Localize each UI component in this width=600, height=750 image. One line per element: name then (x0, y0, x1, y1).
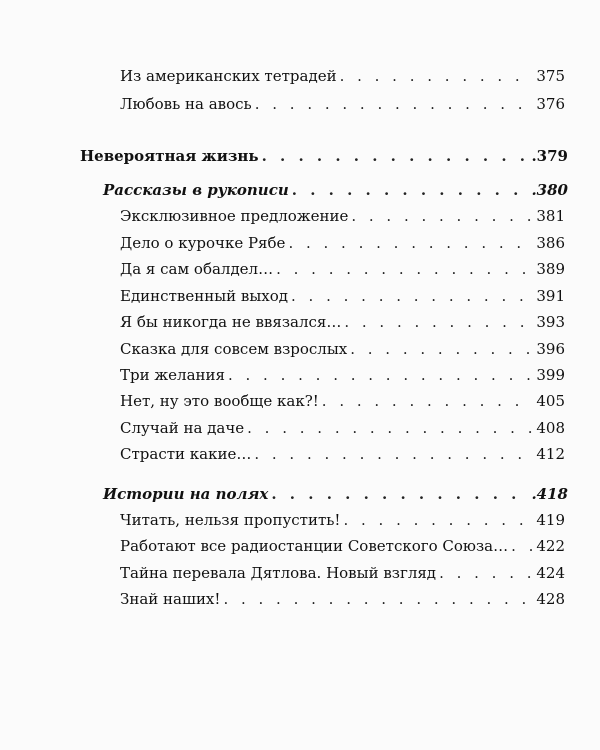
toc-subsection-rasskazy-v-rukopisi[interactable] (103, 180, 568, 200)
toc-entry-eksklyuzivnoe[interactable] (120, 206, 565, 226)
dot-leader (262, 146, 529, 166)
toc-entry-page: 381 (536, 207, 565, 225)
toc-entry-net-nu-eto[interactable] (120, 391, 565, 411)
toc-entry-page: 419 (536, 511, 565, 529)
dot-leader (511, 536, 533, 556)
toc-entry-title: Сказка для совсем взрослых (120, 340, 348, 358)
toc-entry-radiostantsii[interactable] (120, 536, 565, 556)
toc-entry-znai-nashih[interactable] (120, 589, 565, 609)
dot-leader (344, 312, 533, 332)
toc-entry-page: 375 (536, 67, 565, 85)
toc-entry-page: 422 (536, 537, 565, 555)
toc-subsection-istorii-na-polyah[interactable] (103, 484, 568, 504)
dot-leader (351, 206, 533, 226)
dot-leader (439, 563, 533, 583)
toc-entry-title: Единственный выход (120, 287, 289, 305)
toc-section-title: Невероятная жизнь (80, 147, 259, 165)
toc-entry-lyubov-na-avos[interactable] (120, 94, 565, 114)
toc-entry-title: Да я сам обалдел… (120, 260, 274, 278)
dot-leader (288, 233, 533, 253)
dot-leader (255, 94, 534, 114)
dot-leader (247, 418, 533, 438)
toc-entry-title: Знай наших! (120, 590, 221, 608)
toc-subsection-title: Истории на полях (103, 485, 269, 503)
toc-entry-title: Я бы никогда не ввязался… (120, 313, 342, 331)
toc-entry-title: Три желания (120, 366, 225, 384)
toc-entry-skazka[interactable] (120, 339, 565, 359)
toc-entry-american-notebooks[interactable] (120, 66, 565, 86)
dot-leader (223, 589, 533, 609)
toc-entry-page: 412 (536, 445, 565, 463)
toc-section-page: .379 (531, 147, 568, 165)
dot-leader (292, 180, 529, 200)
toc-entry-page: 396 (536, 340, 565, 358)
toc-subsection-title: Рассказы в рукописи (103, 181, 289, 199)
toc-entry-page: 424 (536, 564, 565, 582)
toc-entry-page: 386 (536, 234, 565, 252)
toc-entry-title: Любовь на авось (120, 95, 252, 113)
toc-entry-title: Дело о курочке Рябе (120, 234, 286, 252)
dot-leader (322, 391, 534, 411)
dot-leader (254, 444, 533, 464)
toc-entry-title: Страсти какие… (120, 445, 252, 463)
toc-entry-ne-vvyazalsya[interactable] (120, 312, 565, 332)
toc-entry-page: 408 (536, 419, 565, 437)
toc-entry-title: Работают все радиостанции Советского Союза… (120, 537, 509, 555)
toc-entry-title: Эксклюзивное предложение (120, 207, 349, 225)
toc-entry-strasti-kakie[interactable] (120, 444, 565, 464)
toc-subsection-page: .380 (531, 181, 568, 199)
dot-leader (228, 365, 533, 385)
toc-entry-tri-zhelaniya[interactable] (120, 365, 565, 385)
toc-entry-page: 405 (536, 392, 565, 410)
dot-leader (276, 259, 533, 279)
toc-entry-page: 428 (536, 590, 565, 608)
dot-leader (291, 286, 533, 306)
toc-entry-chitat[interactable] (120, 510, 565, 530)
toc-entry-sluchai-na-dache[interactable] (120, 418, 565, 438)
toc-entry-title: Из американских тетрадей (120, 67, 337, 85)
toc-entry-sam-obaldel[interactable] (120, 259, 565, 279)
toc-entry-page: 393 (536, 313, 565, 331)
toc-entry-title: Читать, нельзя пропустить! (120, 511, 341, 529)
toc-entry-page: 389 (536, 260, 565, 278)
dot-leader (343, 510, 533, 530)
dot-leader (350, 339, 533, 359)
toc-entry-edinstvennyi-vyhod[interactable] (120, 286, 565, 306)
toc-subsection-page: .418 (531, 485, 568, 503)
dot-leader (271, 484, 528, 504)
toc-entry-tayna-pereval[interactable] (120, 563, 565, 583)
dot-leader (340, 66, 534, 86)
toc-entry-title: Тайна перевала Дятлова. Новый взгляд (120, 564, 437, 582)
toc-entry-title: Случай на даче (120, 419, 245, 437)
toc-entry-page: 376 (536, 95, 565, 113)
toc-entry-page: 391 (536, 287, 565, 305)
toc-entry-kurochka-ryaba[interactable] (120, 233, 565, 253)
toc-entry-title: Нет, ну это вообще как?! (120, 392, 319, 410)
toc-entry-page: 399 (536, 366, 565, 384)
toc-section-neveroyatnaya-zhizn[interactable] (80, 146, 568, 166)
